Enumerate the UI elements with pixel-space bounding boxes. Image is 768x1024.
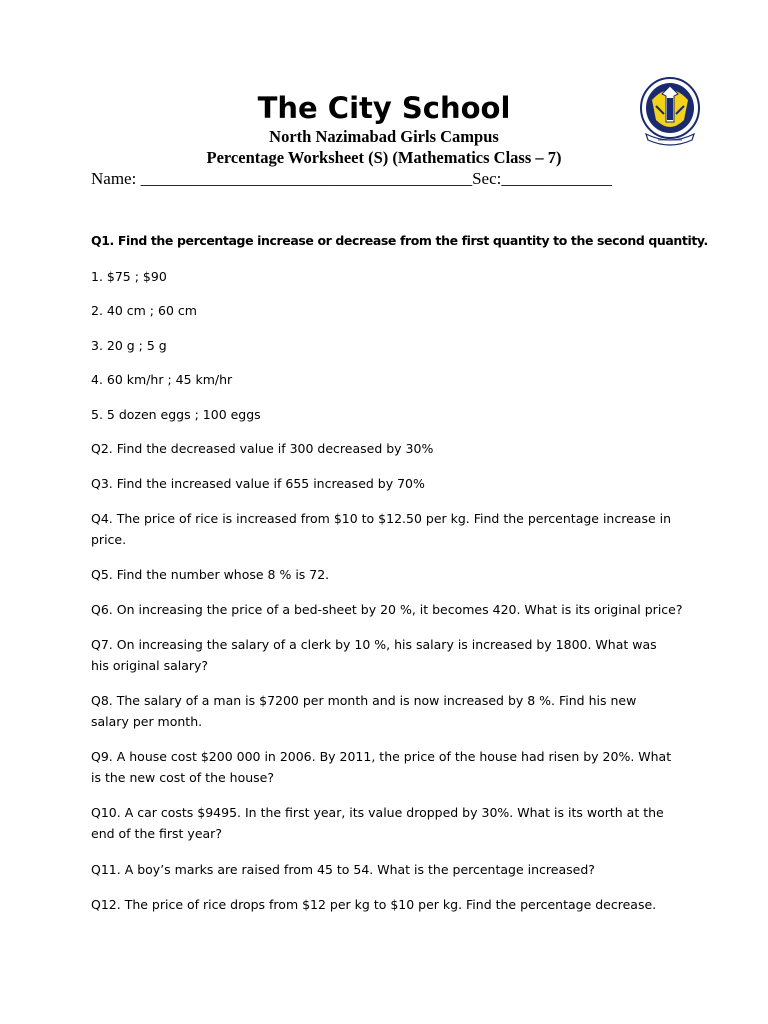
q1-item: 1. $75 ; $90 <box>91 269 167 284</box>
campus-name: North Nazimabad Girls Campus <box>269 127 499 146</box>
question-q2: Q2. Find the decreased value if 300 decreased by 30% <box>91 441 434 456</box>
q1-item: 4. 60 km/hr ; 45 km/hr <box>91 372 233 387</box>
question-q10: Q10. A car costs $9495. In the first year, its value dropped by 30%. What is its worth at the end of the first year? <box>91 805 664 841</box>
question-q5: Q5. Find the number whose 8 % is 72. <box>91 567 330 582</box>
school-name: The City School <box>257 91 511 125</box>
question-q6: Q6. On increasing the price of a bed-sheet by 20 %, it becomes 420. What is its original price? <box>91 602 683 617</box>
q1-item: 5. 5 dozen eggs ; 100 eggs <box>91 407 261 422</box>
question-q9: Q9. A house cost $200 000 in 2006. By 2011, the price of the house had risen by 20%. What is the new cost of the house? <box>91 749 672 785</box>
q1-item: 3. 20 g ; 5 g <box>91 338 167 353</box>
question-q7: Q7. On increasing the salary of a clerk by 10 %, his salary is increased by 1800. What was his original salary? <box>91 637 657 673</box>
q1-item: 2. 40 cm ; 60 cm <box>91 303 197 318</box>
question-q4: Q4. The price of rice is increased from $10 to $12.50 per kg. Find the percentage increase in price. <box>91 511 672 547</box>
question-q12: Q12. The price of rice drops from $12 per kg to $10 per kg. Find the percentage decrease. <box>91 897 657 912</box>
question-q8: Q8. The salary of a man is $7200 per month and is now increased by 8 %. Find his new salary per month. <box>91 693 637 729</box>
question-q3: Q3. Find the increased value if 655 increased by 70% <box>91 476 425 491</box>
question-q11: Q11. A boy’s marks are raised from 45 to 54. What is the percentage increased? <box>91 862 595 877</box>
name-section-fields[interactable]: Name: _______________________________________Sec:_____________ <box>91 169 612 188</box>
worksheet-title: Percentage Worksheet (S) (Mathematics Class – 7) <box>206 148 562 167</box>
q1-heading: Q1. Find the percentage increase or decrease from the first quantity to the second quantity. <box>91 233 708 248</box>
